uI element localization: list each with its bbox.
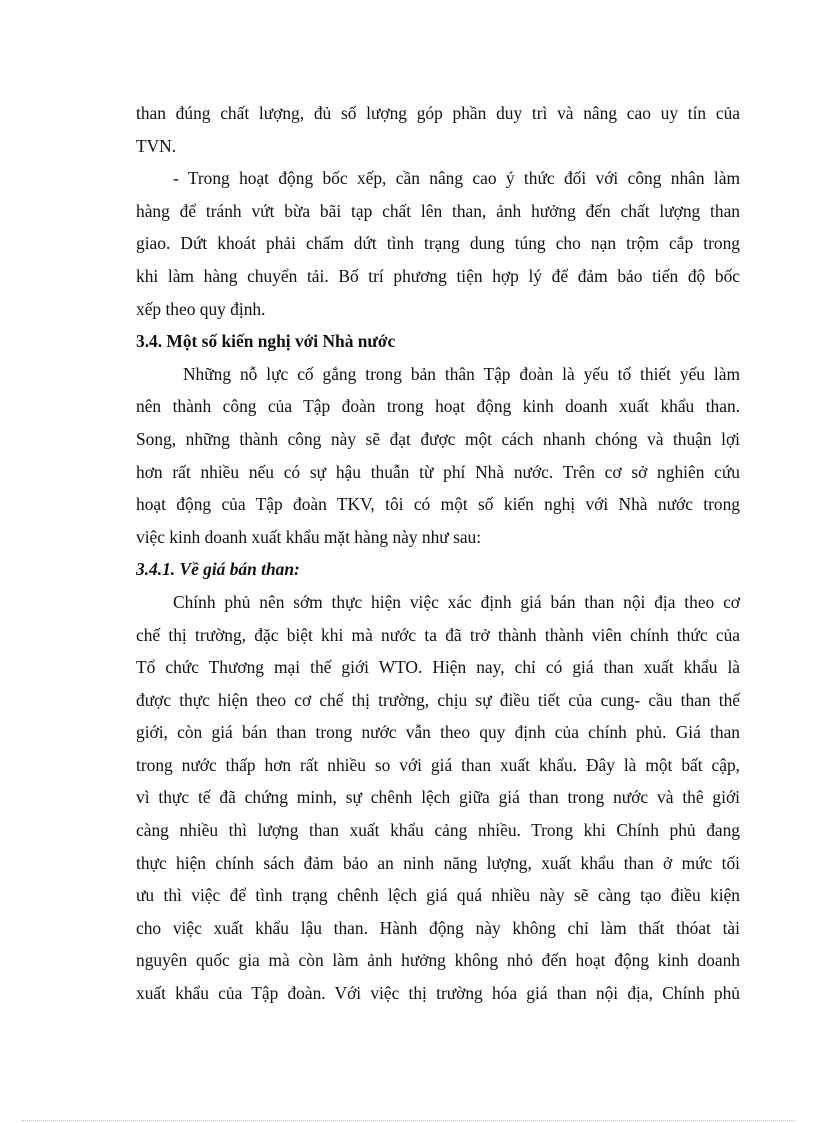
text-line: giới, còn giá bán than trong nước vẫn theo quy định của chính phủ. Giá than xyxy=(136,722,740,743)
text-line: trong nước thấp hơn rất nhiều so với giá than xuất khẩu. Đây là một bất cập, xyxy=(136,754,740,775)
text-line: Chính phủ nên sớm thực hiện việc xác định giá bán than nội địa theo cơ xyxy=(173,591,740,612)
text-line: Song, những thành công này sẽ đạt được một cách nhanh chóng và thuận lợi xyxy=(136,428,740,449)
page-bottom-divider xyxy=(22,1120,794,1121)
subsection-heading: 3.4.1. Về giá bán than: xyxy=(136,559,300,580)
text-line: ưu thì việc để tình trạng chênh lệch giá quá nhiều này sẽ càng tạo điều kiện xyxy=(136,885,740,906)
text-line: xếp theo quy định. xyxy=(136,298,266,319)
text-line: hàng để tránh vứt bừa bãi tạp chất lên than, ảnh hưởng đến chất lượng than xyxy=(136,200,740,221)
text-line: cho việc xuất khẩu lậu than. Hành động này không chỉ làm thất thóat tài xyxy=(136,917,740,938)
text-line: khi làm hàng chuyển tải. Bố trí phương tiện hợp lý để đảm bảo tiến độ bốc xyxy=(136,265,740,286)
section-heading: 3.4. Một số kiến nghị với Nhà nước xyxy=(136,331,396,352)
text-line: than đúng chất lượng, đủ số lượng góp phần duy trì và nâng cao uy tín của xyxy=(136,103,740,123)
text-line: việc kinh doanh xuất khẩu mặt hàng này như sau: xyxy=(136,526,482,547)
text-line: xuất khẩu của Tập đoàn. Với việc thị trường hóa giá than nội địa, Chính phủ xyxy=(136,983,740,1004)
document-body xyxy=(136,97,740,1010)
text-line: nên thành công của Tập đoàn trong hoạt động kinh doanh xuất khẩu than. xyxy=(136,396,740,417)
text-line: càng nhiều thì lượng than xuất khẩu cảng nhiều. Trong khi Chính phủ đang xyxy=(136,820,740,841)
text-line: nguyên quốc gia mà còn làm ảnh hưởng không nhỏ đến hoạt động kinh doanh xyxy=(136,950,740,971)
text-line: hơn rất nhiều nếu có sự hậu thuẫn từ phí Nhà nước. Trên cơ sở nghiên cứu xyxy=(136,461,740,482)
text-line: - Trong hoạt động bốc xếp, cần nâng cao ý thức đối với công nhân làm xyxy=(173,168,740,189)
text-line: được thực hiện theo cơ chế thị trường, chịu sự điều tiết của cung- cầu than thế xyxy=(136,689,740,710)
text-line: TVN. xyxy=(136,135,177,156)
text-line: giao. Dứt khoát phải chấm dứt tình trạng dung túng cho nạn trộm cắp trong xyxy=(136,233,740,254)
text-line: Những nỗ lực cố gắng trong bản thân Tập đoàn là yếu tố thiết yếu làm xyxy=(183,363,740,384)
text-line: vì thực tế đã chứng minh, sự chênh lệch giữa giá than trong nước và thê giới xyxy=(136,787,740,808)
text-line: thực hiện chính sách đảm bảo an ninh năng lượng, xuất khẩu than ở mức tối xyxy=(136,852,740,873)
text-line: Tổ chức Thương mại thế giới WTO. Hiện nay, chỉ có giá than xuất khẩu là xyxy=(136,657,740,678)
text-line: hoạt động của Tập đoàn TKV, tôi có một số kiến nghị với Nhà nước trong xyxy=(136,494,740,515)
text-line: chế thị trường, đặc biệt khi mà nước ta đã trở thành thành viên chính thức của xyxy=(136,624,740,645)
